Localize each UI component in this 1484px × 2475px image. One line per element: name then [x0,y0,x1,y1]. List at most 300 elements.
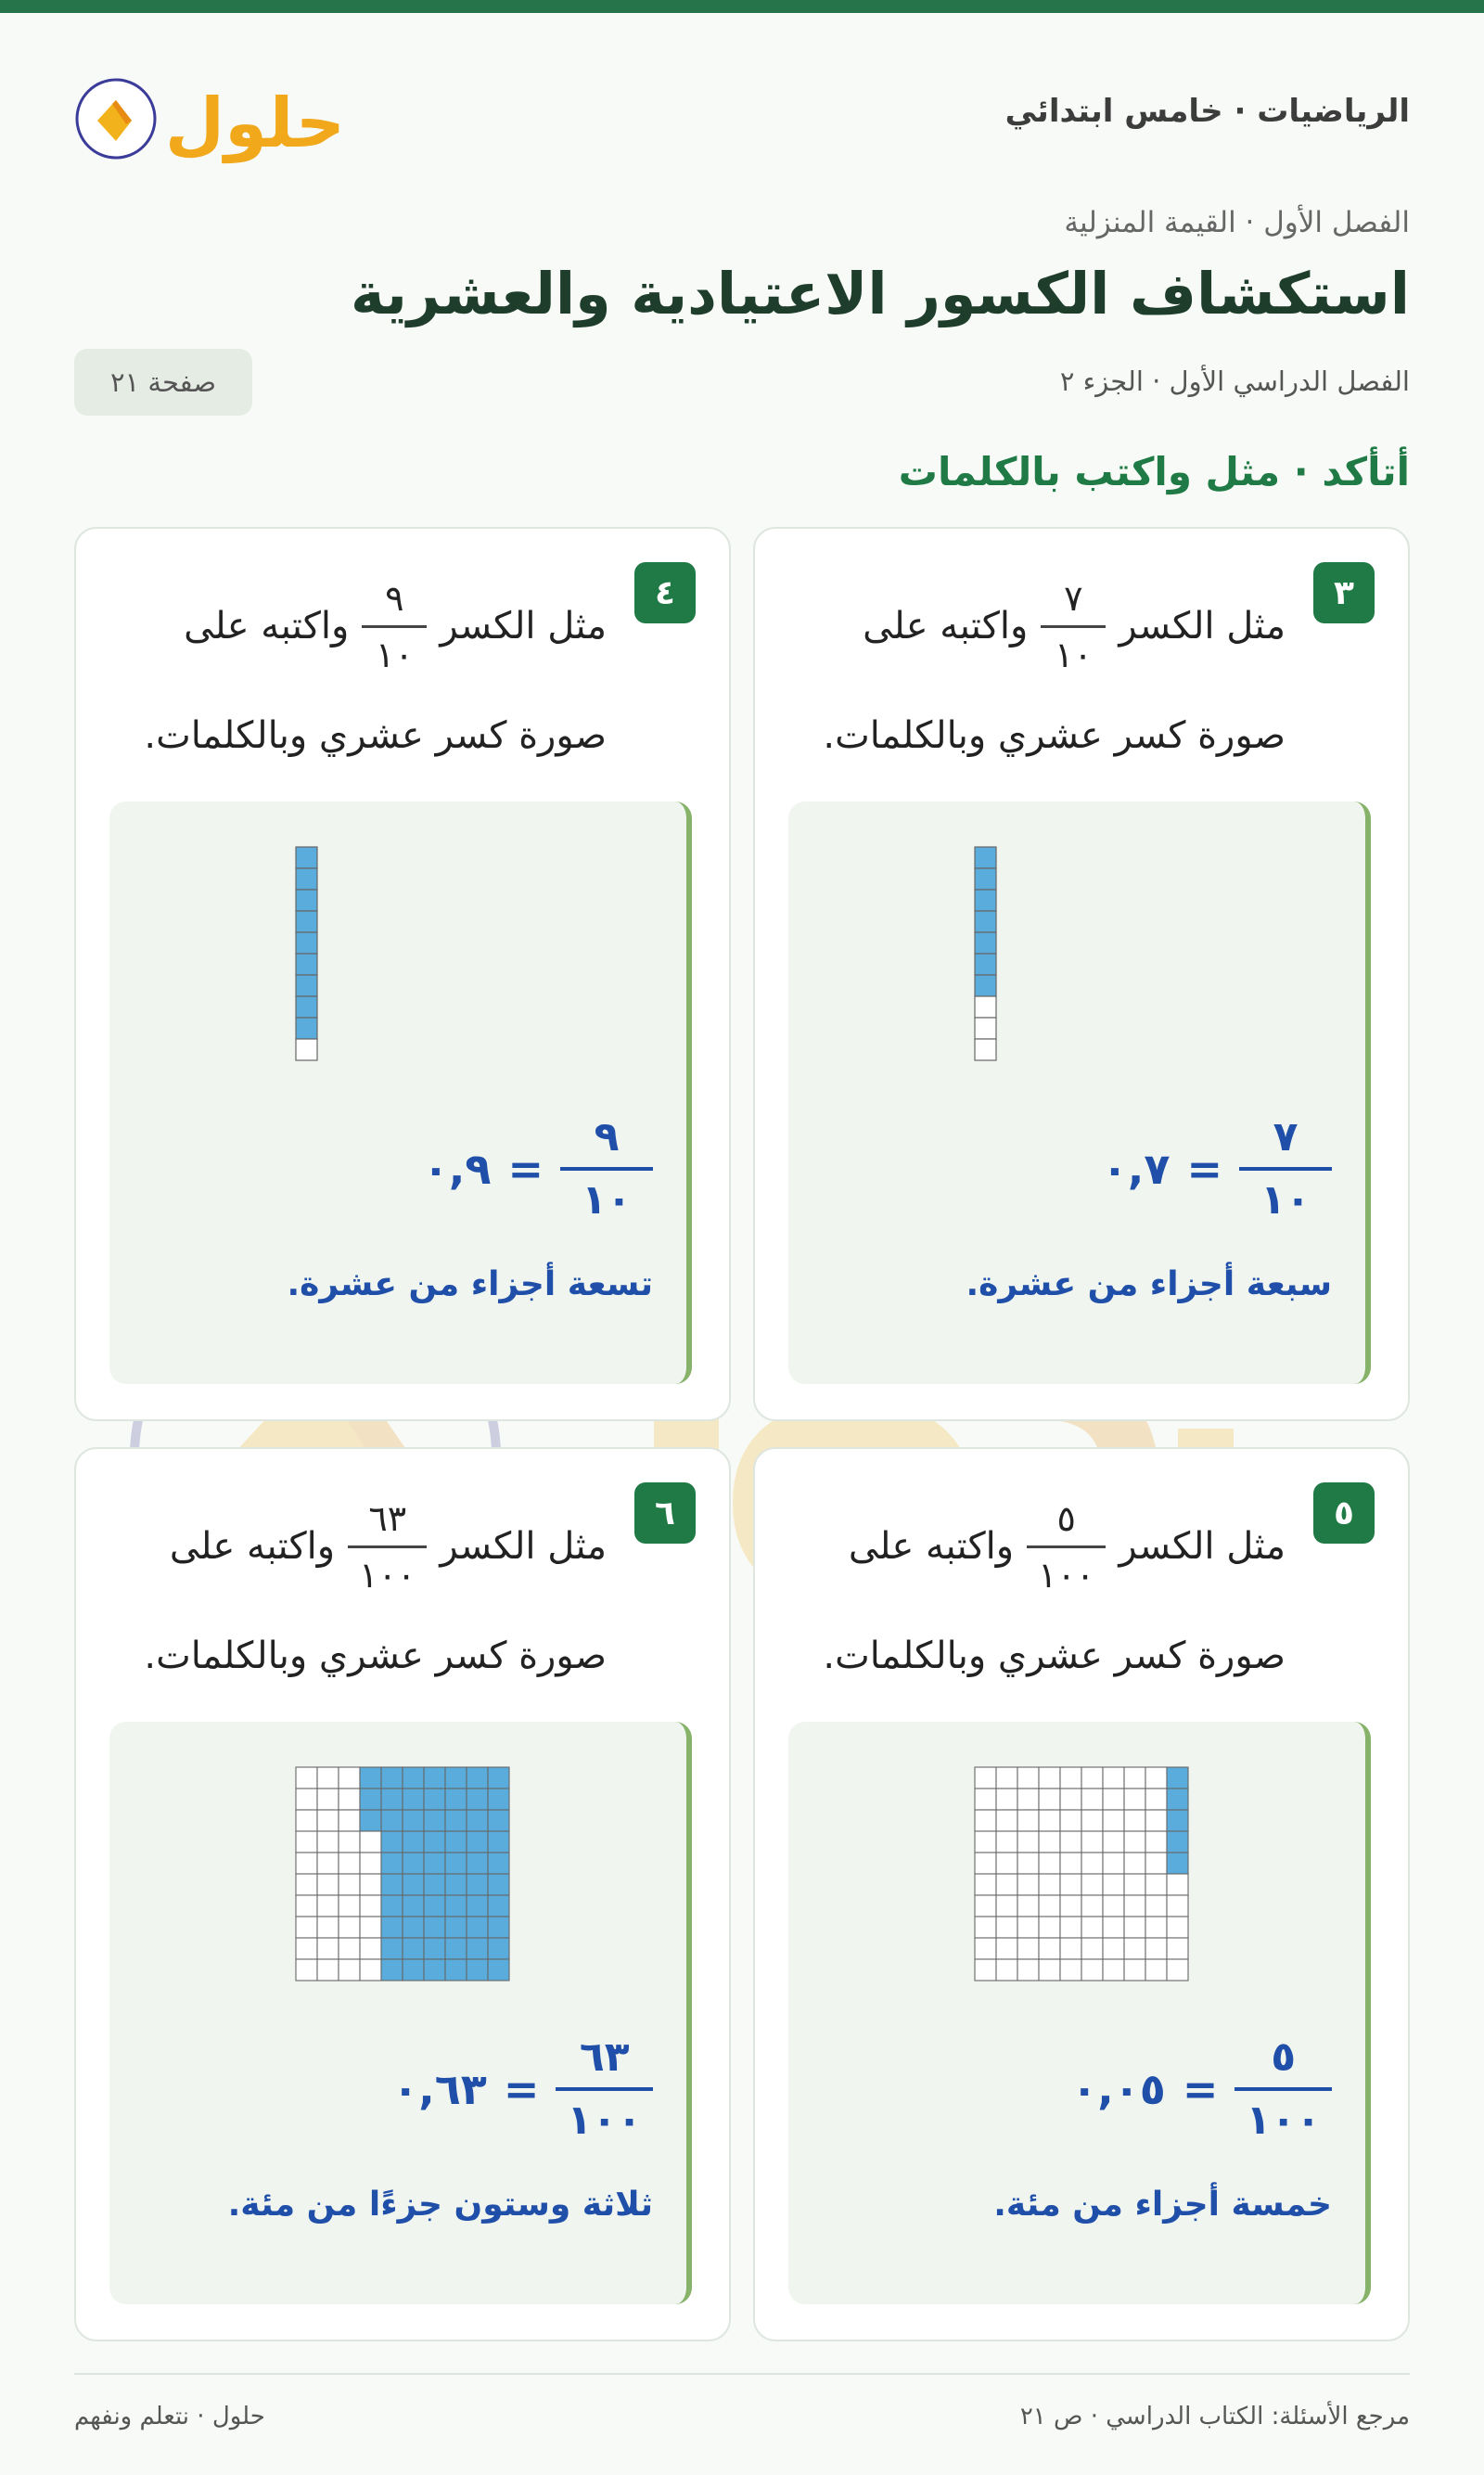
shaded-cell [467,1917,488,1938]
shaded-cell [1167,1789,1188,1810]
empty-cell [1124,1959,1145,1981]
svg-text:حلول: حلول [164,83,346,163]
empty-cell [975,1767,996,1789]
question-line-2: صورة كسر عشري وبالكلمات. [144,714,607,757]
shaded-cell [424,1789,445,1810]
empty-cell [1039,1874,1060,1895]
empty-cell [1039,1810,1060,1831]
empty-cell [1060,1853,1081,1874]
empty-cell [1124,1938,1145,1959]
answer-panel [109,801,692,1384]
answer-in-words: تسعة أجزاء من عشرة. [287,1265,653,1303]
empty-cell [1103,1810,1124,1831]
shaded-cell [467,1789,488,1810]
empty-cell [1167,1938,1188,1959]
answer-denominator: ١٠ [1239,1167,1332,1221]
fraction-denominator: ١٠٠ [348,1545,427,1593]
answer-numerator: ٥ [1271,2033,1297,2081]
empty-cell [996,1874,1017,1895]
fraction-model [295,1766,510,1981]
empty-cell [1017,1895,1039,1917]
page-number-badge: صفحة ٢١ [74,349,252,416]
shaded-cell [975,890,996,911]
empty-cell [996,1895,1017,1917]
answer-denominator: ١٠٠ [556,2087,653,2141]
footer-reference: مرجع الأسئلة: الكتاب الدراسي · ص ٢١ [1019,2403,1410,2430]
exercise-number: ٣ [1313,562,1375,623]
shaded-cell [975,954,996,975]
shaded-cell [424,1938,445,1959]
empty-cell [1124,1853,1145,1874]
empty-cell [1081,1831,1103,1853]
fraction-numerator: ٦٣ [368,1497,407,1539]
empty-cell [975,1959,996,1981]
answer-panel [788,801,1371,1384]
footer-divider [74,2373,1410,2375]
answer-equation [1071,2033,1332,2144]
shaded-cell [296,1018,317,1039]
empty-cell [1039,1938,1060,1959]
shaded-cell [296,954,317,975]
shaded-cell [467,1831,488,1853]
empty-cell [1060,1789,1081,1810]
empty-cell [317,1917,339,1938]
fraction-model [974,846,997,1061]
shaded-cell [467,1938,488,1959]
empty-cell [975,1917,996,1938]
empty-cell [1017,1853,1039,1874]
empty-cell [339,1874,360,1895]
empty-cell [975,996,996,1018]
empty-cell [1017,1938,1039,1959]
empty-cell [996,1810,1017,1831]
shaded-cell [1167,1831,1188,1853]
exercise-number: ٥ [1313,1482,1375,1544]
shaded-cell [296,975,317,996]
empty-cell [1039,1959,1060,1981]
shaded-cell [403,1959,424,1981]
shaded-cell [424,1810,445,1831]
empty-cell [1145,1917,1167,1938]
question-line-1 [849,1486,1286,1607]
shaded-cell [360,1789,381,1810]
shaded-cell [296,996,317,1018]
empty-cell [1124,1789,1145,1810]
empty-cell [1124,1874,1145,1895]
empty-cell [1017,1874,1039,1895]
empty-cell [339,1789,360,1810]
empty-cell [317,1767,339,1789]
shaded-cell [488,1767,509,1789]
empty-cell [1039,1853,1060,1874]
shaded-cell [403,1917,424,1938]
empty-cell [317,1853,339,1874]
empty-cell [1145,1874,1167,1895]
shaded-cell [488,1789,509,1810]
empty-cell [1103,1767,1124,1789]
shaded-cell [488,1938,509,1959]
empty-cell [339,1810,360,1831]
empty-cell [1145,1789,1167,1810]
empty-cell [1081,1767,1103,1789]
answer-fraction [560,1113,653,1224]
shaded-cell [381,1874,403,1895]
shaded-cell [488,1853,509,1874]
answer-decimal: ٠,٧ [1101,1144,1171,1194]
shaded-cell [360,1810,381,1831]
empty-cell [296,1874,317,1895]
empty-cell [317,1789,339,1810]
shaded-cell [424,1853,445,1874]
empty-cell [1017,1789,1039,1810]
empty-cell [360,1938,381,1959]
empty-cell [1081,1853,1103,1874]
empty-cell [339,1895,360,1917]
equals-sign: = [503,2064,540,2114]
empty-cell [975,1810,996,1831]
exercise-card-6 [74,1447,731,2341]
shaded-cell [424,1874,445,1895]
shaded-cell [381,1789,403,1810]
question-line-2: صورة كسر عشري وبالكلمات. [144,1635,607,1677]
exercise-card-4 [74,527,731,1421]
empty-cell [1081,1810,1103,1831]
answer-denominator: ١٠٠ [1235,2087,1332,2141]
empty-cell [296,1789,317,1810]
shaded-cell [296,911,317,932]
empty-cell [1039,1831,1060,1853]
empty-cell [1145,1895,1167,1917]
page-header [74,56,1410,176]
fraction-numerator: ٧ [1064,577,1083,619]
question-suffix: واكتبه على [848,1525,1015,1568]
empty-cell [975,1018,996,1039]
answer-equation [392,2033,653,2144]
empty-cell [1017,1959,1039,1981]
equals-sign: = [1182,2064,1219,2114]
shaded-cell [381,1810,403,1831]
answer-decimal: ٠,٠٥ [1071,2064,1166,2114]
question-prefix: مثل الكسر [1119,1525,1286,1568]
shaded-cell [488,1874,509,1895]
empty-cell [296,1767,317,1789]
shaded-cell [403,1874,424,1895]
shaded-cell [381,1831,403,1853]
question-line-1 [170,1486,607,1607]
empty-cell [360,1895,381,1917]
shaded-cell [296,890,317,911]
question-suffix: واكتبه على [184,605,350,648]
empty-cell [996,1853,1017,1874]
empty-cell [1145,1938,1167,1959]
answer-panel [788,1722,1371,2304]
empty-cell [1145,1767,1167,1789]
empty-cell [1060,1895,1081,1917]
empty-cell [296,1938,317,1959]
empty-cell [1081,1938,1103,1959]
shaded-cell [296,847,317,868]
exercise-number: ٤ [634,562,696,623]
empty-cell [1145,1853,1167,1874]
answer-in-words: ثلاثة وستون جزءًا من مئة. [227,2186,653,2224]
shaded-cell [424,1895,445,1917]
empty-cell [339,1959,360,1981]
empty-cell [1124,1831,1145,1853]
shaded-cell [360,1767,381,1789]
fraction-model [295,846,318,1061]
question-fraction [348,1497,427,1596]
answer-panel [109,1722,692,2304]
shaded-cell [975,847,996,868]
shaded-cell [467,1895,488,1917]
shaded-cell [424,1767,445,1789]
empty-cell [1039,1895,1060,1917]
answer-fraction [1239,1113,1332,1224]
question-line-2: صورة كسر عشري وبالكلمات. [823,1635,1286,1677]
shaded-cell [1167,1810,1188,1831]
shaded-cell [467,1810,488,1831]
empty-cell [1060,1767,1081,1789]
answer-denominator: ١٠ [560,1167,653,1221]
fraction-denominator: ١٠ [1041,625,1106,673]
shaded-cell [975,975,996,996]
empty-cell [1081,1874,1103,1895]
empty-cell [975,1853,996,1874]
empty-cell [360,1831,381,1853]
shaded-cell [445,1895,467,1917]
empty-cell [1081,1959,1103,1981]
answer-fraction [556,2033,653,2144]
shaded-cell [467,1853,488,1874]
answer-equation [1101,1113,1332,1224]
empty-cell [1124,1810,1145,1831]
empty-cell [296,1039,317,1060]
shaded-cell [381,1895,403,1917]
top-accent-bar [0,0,1484,13]
empty-cell [996,1959,1017,1981]
answer-in-words: خمسة أجزاء من مئة. [993,2186,1332,2224]
shaded-cell [381,1853,403,1874]
shaded-cell [445,1917,467,1938]
empty-cell [1103,1853,1124,1874]
empty-cell [296,1895,317,1917]
fraction-denominator: ١٠ [362,625,427,673]
question-line-1 [184,566,607,686]
question-line-2: صورة كسر عشري وبالكلمات. [823,714,1286,757]
equals-sign: = [1186,1144,1222,1194]
empty-cell [296,1810,317,1831]
empty-cell [1103,1874,1124,1895]
empty-cell [1103,1831,1124,1853]
question-prefix: مثل الكسر [1119,605,1286,648]
empty-cell [317,1810,339,1831]
answer-equation [422,1113,653,1224]
shaded-cell [424,1831,445,1853]
shaded-cell [424,1917,445,1938]
equals-sign: = [507,1144,544,1194]
empty-cell [317,1959,339,1981]
empty-cell [339,1767,360,1789]
empty-cell [339,1917,360,1938]
shaded-cell [488,1810,509,1831]
shaded-cell [403,1938,424,1959]
question-suffix: واكتبه على [863,605,1029,648]
empty-cell [1060,1959,1081,1981]
shaded-cell [445,1853,467,1874]
shaded-cell [445,1938,467,1959]
shaded-cell [488,1959,509,1981]
shaded-cell [445,1789,467,1810]
shaded-cell [975,868,996,890]
empty-cell [975,1039,996,1060]
empty-cell [1060,1874,1081,1895]
empty-cell [1103,1938,1124,1959]
empty-cell [1103,1917,1124,1938]
empty-cell [975,1895,996,1917]
empty-cell [1103,1789,1124,1810]
question-prefix: مثل الكسر [440,605,607,648]
term-label: الفصل الدراسي الأول · الجزء ٢ [1059,365,1410,397]
empty-cell [1167,1874,1188,1895]
question-fraction [362,577,427,675]
shaded-cell [975,911,996,932]
empty-cell [296,1831,317,1853]
empty-cell [1060,1810,1081,1831]
empty-cell [996,1831,1017,1853]
empty-cell [996,1917,1017,1938]
empty-cell [1103,1895,1124,1917]
empty-cell [296,1853,317,1874]
empty-cell [339,1831,360,1853]
shaded-cell [403,1831,424,1853]
answer-in-words: سبعة أجزاء من عشرة. [966,1265,1332,1303]
shaded-cell [467,1959,488,1981]
shaded-cell [467,1874,488,1895]
empty-cell [1060,1938,1081,1959]
exercise-number: ٦ [634,1482,696,1544]
question-line-1 [863,566,1286,686]
shaded-cell [1167,1767,1188,1789]
empty-cell [1017,1917,1039,1938]
shaded-cell [488,1917,509,1938]
answer-decimal: ٠,٦٣ [392,2064,487,2114]
empty-cell [296,1959,317,1981]
question-fraction [1041,577,1106,675]
answer-numerator: ٩ [594,1113,620,1161]
shaded-cell [403,1789,424,1810]
empty-cell [1167,1917,1188,1938]
empty-cell [1124,1767,1145,1789]
question-fraction [1027,1497,1106,1596]
exercise-card-5 [753,1447,1410,2341]
empty-cell [996,1789,1017,1810]
empty-cell [1167,1959,1188,1981]
shaded-cell [445,1810,467,1831]
empty-cell [1167,1895,1188,1917]
empty-cell [1081,1895,1103,1917]
empty-cell [1145,1831,1167,1853]
shaded-cell [381,1938,403,1959]
answer-numerator: ٦٣ [579,2033,630,2081]
shaded-cell [445,1874,467,1895]
exercise-card-3 [753,527,1410,1421]
shaded-cell [381,1917,403,1938]
page-title: استكشاف الكسور الاعتيادية والعشرية [351,260,1410,327]
shaded-cell [296,932,317,954]
shaded-cell [403,1767,424,1789]
hulool-logo [74,56,352,176]
section-heading: أتأكد · مثل واكتب بالكلمات [898,449,1410,494]
fraction-numerator: ٩ [385,577,404,619]
fraction-denominator: ١٠٠ [1027,1545,1106,1593]
answer-decimal: ٠,٩ [422,1144,492,1194]
shaded-cell [403,1895,424,1917]
empty-cell [975,1831,996,1853]
empty-cell [317,1938,339,1959]
subject-label: الرياضيات · خامس ابتدائي [1004,93,1410,130]
empty-cell [1124,1917,1145,1938]
empty-cell [1081,1917,1103,1938]
empty-cell [317,1831,339,1853]
shaded-cell [403,1853,424,1874]
empty-cell [360,1917,381,1938]
empty-cell [975,1789,996,1810]
empty-cell [1017,1831,1039,1853]
answer-numerator: ٧ [1273,1113,1298,1161]
shaded-cell [381,1767,403,1789]
empty-cell [339,1853,360,1874]
empty-cell [1124,1895,1145,1917]
empty-cell [339,1938,360,1959]
shaded-cell [296,868,317,890]
shaded-cell [445,1959,467,1981]
shaded-cell [403,1810,424,1831]
empty-cell [317,1874,339,1895]
empty-cell [975,1874,996,1895]
empty-cell [1039,1789,1060,1810]
empty-cell [296,1917,317,1938]
shaded-cell [445,1767,467,1789]
answer-fraction [1235,2033,1332,2144]
empty-cell [1039,1917,1060,1938]
empty-cell [360,1874,381,1895]
empty-cell [317,1895,339,1917]
empty-cell [996,1938,1017,1959]
empty-cell [1103,1959,1124,1981]
shaded-cell [424,1959,445,1981]
empty-cell [1081,1789,1103,1810]
empty-cell [1060,1917,1081,1938]
shaded-cell [488,1831,509,1853]
empty-cell [360,1853,381,1874]
question-suffix: واكتبه على [169,1525,336,1568]
footer-tagline: حلول · نتعلم ونفهم [74,2403,265,2430]
empty-cell [1017,1810,1039,1831]
fraction-model [974,1766,1189,1981]
empty-cell [1145,1959,1167,1981]
shaded-cell [488,1895,509,1917]
empty-cell [1060,1831,1081,1853]
empty-cell [1039,1767,1060,1789]
empty-cell [996,1767,1017,1789]
empty-cell [1017,1767,1039,1789]
shaded-cell [381,1959,403,1981]
question-prefix: مثل الكسر [440,1525,607,1568]
fraction-numerator: ٥ [1056,1497,1076,1539]
shaded-cell [467,1767,488,1789]
chapter-label: الفصل الأول · القيمة المنزلية [1064,206,1410,239]
empty-cell [1145,1810,1167,1831]
